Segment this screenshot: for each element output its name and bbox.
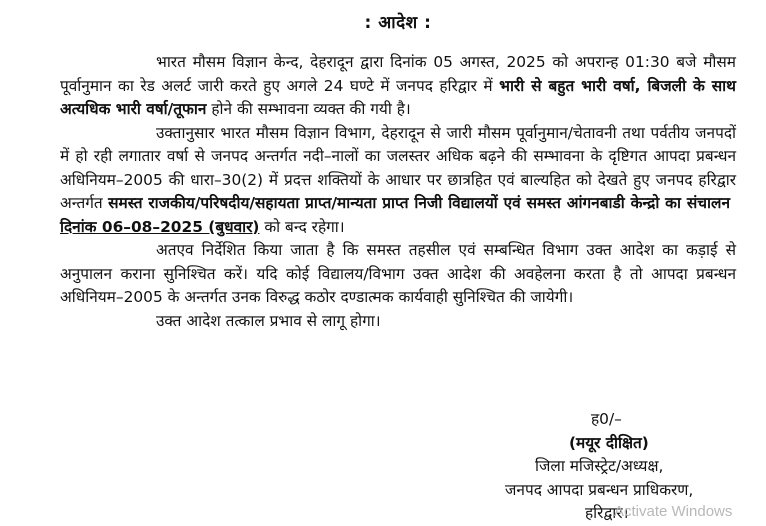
closure-date: दिनांक 06–08–2025 (बुधवार) [60,217,260,236]
paragraph-weather-alert [60,51,736,122]
paragraph-2-bold-text: समस्त राजकीय/परिषदीय/सहायता प्राप्त/मान्यता प्राप्त निजी विद्यालयों एवं समस्त आंगनबाडी केन्द्रो का संचालन [108,194,730,212]
paragraph-compliance-directive [60,239,736,310]
signatory-designation: जिला मजिस्ट्रेट/अध्यक्ष, [535,457,664,475]
paragraph-school-closure [60,122,736,240]
paragraph-2-text-end: को बन्द रहेगा। [259,217,345,236]
paragraph-4-text: उक्त आदेश तत्काल प्रभाव से लागू होगा। [156,311,381,330]
paragraph-2-text-start: उक्तानुसार भारत मौसम विज्ञान विभाग, देहरादून से जारी मौसम पूर्वानुमान/चेतावनी तथा पर्वतीय जनपदों में हो रही लगातार वर्षा से जनपद अन्तर्गत नदी–नालों का जलस्तर अधिक बढ़ने की सम्भावना के दृष्टिगत आपदा प्रबन्धन अधिनियम–2005 की धारा–30(2) में प्रदत्त शक्तियों के आधार पर छात्रहित एवं बाल्यहित को देखते हुए जनपद हरिद्वार अन्तर्गत [60,123,736,212]
signatory-place: हरिद्वार। [585,504,629,522]
paragraph-1-text-start: भारत मौसम विज्ञान केन्द, देहरादून द्वारा दिनांक 05 अगस्त, 2025 को अपरान्ह 01:30 बजे मौसम पूर्वानुमान का रेड अलर्ट जारी करते हुए अगले 24 घण्टे में जनपद हरिद्वार में [60,53,736,95]
activate-windows-watermark: Activate Windows [614,503,733,520]
signatory-name: (मयूर दीक्षित) [569,433,649,452]
document-title: : आदेश : [364,13,432,33]
paragraph-effective-immediately [60,310,736,334]
signed-mark: ह0/– [591,410,622,428]
paragraph-1-text-end: होने की सम्भावना व्यक्त की गयी है। [206,100,411,118]
signatory-authority: जनपद आपदा प्रबन्धन प्राधिकरण, [505,480,694,499]
paragraph-1-bold-text: भारी से बहुत भारी वर्षा, बिजली के साथ अत्यधिक भारी वर्षा/तूफान [60,76,736,118]
paragraph-3-text: अतएव निर्देशित किया जाता है कि समस्त तहसील एवं सम्बन्धित विभाग उक्त आदेश का कड़ाई से अनुपालन कराना सुनिश्चित करें। यदि कोई विद्यालय/विभाग उक्त आदेश की अवहेलना करता है तो आपदा प्रबन्धन अधिनियम–2005 के अन्तर्गत उनक विरुद्ध कठोर दण्डात्मक कार्यवाही सुनिश्चित की जायेगी। [60,241,736,306]
